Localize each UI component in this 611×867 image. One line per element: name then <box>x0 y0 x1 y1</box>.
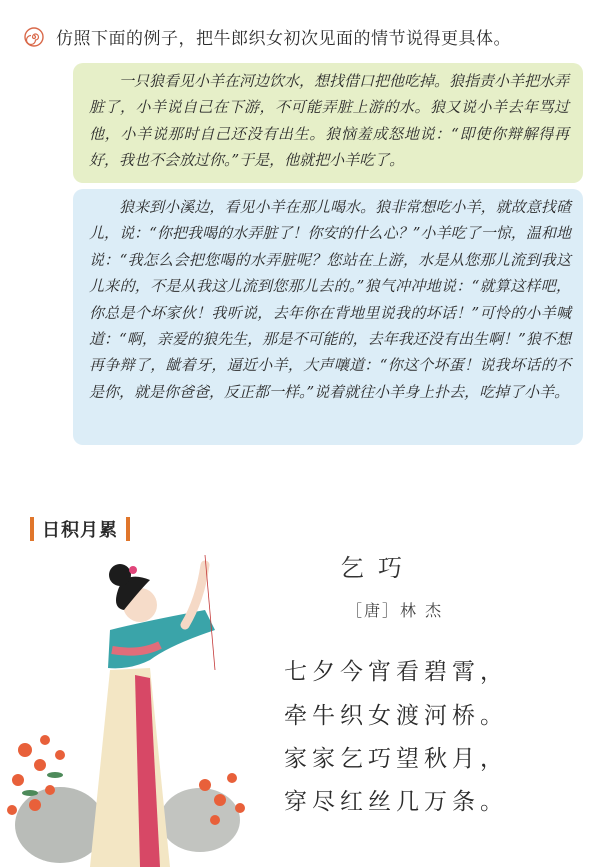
weaver-girl-illustration <box>0 550 270 867</box>
poem-author: ［唐］林 杰 <box>346 601 444 620</box>
section-title: 日积月累 <box>42 520 118 541</box>
poem-line: 穿尽红丝几万条。 <box>284 789 508 815</box>
section-bar-left <box>30 517 34 541</box>
instruction-text: 仿照下面的例子，把牛郎织女初次见面的情节说得更具体。 <box>56 29 511 49</box>
spiral-icon <box>24 27 44 47</box>
section-header <box>30 516 130 542</box>
poem-line: 家家乞巧望秋月， <box>284 746 508 772</box>
poem-title: 乞巧 <box>340 554 416 582</box>
example-short-text: 一只狼看见小羊在河边饮水，想找借口把他吃掉。狼指责小羊把水弄脏了，小羊说自己在下游，不可能弄脏上游的水。狼又说小羊去年骂过他，小羊说那时自己还没有出生。狼恼羞成怒地说：“即使你辩解得再好，我也不会放过你。”于是，他就把小羊吃了。 <box>89 72 570 170</box>
example-short-box <box>73 63 583 183</box>
poem-line: 牵牛织女渡河桥。 <box>284 703 508 729</box>
example-long-text: 狼来到小溪边，看见小羊在那儿喝水。狼非常想吃小羊，就故意找碴儿，说：“你把我喝的水弄脏了！你安的什么心？”小羊吃了一惊，温和地说：“我怎么会把您喝的水弄脏呢？您站在上游，水是从您那儿流到我这儿来的，不是从我这儿流到您那儿去的。”狼气冲冲地说：“就算这样吧，你总是个坏家伙！我听说，去年你在背地里说我的坏话！”可怜的小羊喊道：“啊，亲爱的狼先生，那是不可能的，去年我还没有出生啊！”狼不想再争辩了，龇着牙，逼近小羊，大声嚷道：“你这个坏蛋！说我坏话的不是你，就是你爸爸，反正都一样。”说着就往小羊身上扑去，吃掉了小羊。 <box>89 198 571 401</box>
example-long-box <box>73 189 583 445</box>
section-bar-right <box>126 517 130 541</box>
poem-line: 七夕今宵看碧霄， <box>284 659 508 685</box>
